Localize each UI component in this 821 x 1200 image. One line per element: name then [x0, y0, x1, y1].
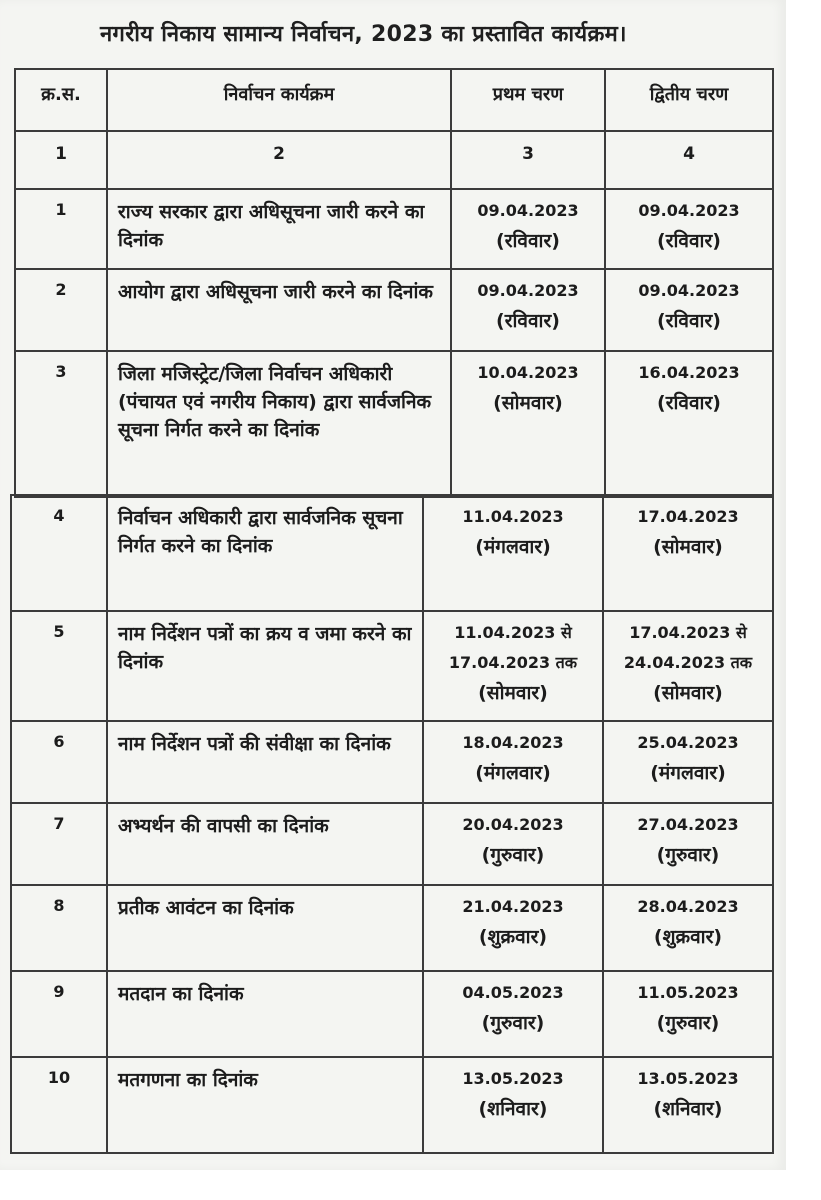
date-text: 17.04.2023	[637, 507, 739, 526]
day-text: (शुक्रवार)	[653, 926, 723, 948]
date-text: 11.04.2023 से	[454, 623, 572, 642]
phase-1-date	[451, 351, 605, 497]
day-text: (मंगलवार)	[650, 762, 726, 784]
date-text: 09.04.2023	[638, 201, 740, 220]
day-text: (मंगलवार)	[475, 762, 551, 784]
column-number: 4	[605, 131, 773, 189]
serial-number: 2	[15, 269, 107, 351]
program-description: निर्वाचन अधिकारी द्वारा सार्वजनिक सूचना निर्गत करने का दिनांक	[107, 495, 423, 611]
day-text: (रविवार)	[657, 230, 721, 252]
table-row	[11, 721, 773, 803]
table-row	[11, 611, 773, 721]
serial-number: 4	[11, 495, 107, 611]
phase-1-date	[451, 269, 605, 351]
phase-2-date	[603, 611, 773, 721]
phase-1-date	[423, 1057, 603, 1153]
table-row	[11, 971, 773, 1057]
serial-number: 3	[15, 351, 107, 497]
phase-2-date	[603, 495, 773, 611]
table-row	[11, 885, 773, 971]
day-text: (सोमवार)	[478, 682, 548, 704]
phase-1-date	[423, 611, 603, 721]
program-description: नाम निर्देशन पत्रों की संवीक्षा का दिनांक	[107, 721, 423, 803]
day-text: (रविवार)	[657, 310, 721, 332]
day-text: (शुक्रवार)	[478, 926, 548, 948]
serial-number: 8	[11, 885, 107, 971]
program-description: नाम निर्देशन पत्रों का क्रय व जमा करने का दिनांक	[107, 611, 423, 721]
serial-number: 1	[15, 189, 107, 269]
day-text: (रविवार)	[496, 310, 560, 332]
phase-1-date	[423, 803, 603, 885]
column-number: 1	[15, 131, 107, 189]
day-text: (रविवार)	[496, 230, 560, 252]
day-text: (मंगलवार)	[475, 536, 551, 558]
day-text: (सोमवार)	[653, 682, 723, 704]
day-text: (गुरुवार)	[481, 1012, 545, 1034]
program-description: आयोग द्वारा अधिसूचना जारी करने का दिनांक	[107, 269, 451, 351]
header-program: निर्वाचन कार्यक्रम	[107, 69, 451, 131]
program-description: प्रतीक आवंटन का दिनांक	[107, 885, 423, 971]
table-row	[15, 351, 773, 497]
table-row	[11, 803, 773, 885]
table-row	[11, 1057, 773, 1153]
table-row	[15, 189, 773, 269]
column-number-row	[15, 131, 773, 189]
date-text: 09.04.2023	[638, 281, 740, 300]
schedule-table-part-1	[14, 68, 774, 498]
header-phase-1: प्रथम चरण	[451, 69, 605, 131]
phase-2-date	[603, 885, 773, 971]
date-text: 20.04.2023	[462, 815, 564, 834]
header-serial: क्र.स.	[15, 69, 107, 131]
date-text: 16.04.2023	[638, 363, 740, 382]
date-text: 10.04.2023	[477, 363, 579, 382]
phase-2-date	[605, 189, 773, 269]
date-text: 13.05.2023	[462, 1069, 564, 1088]
day-text: (शनिवार)	[653, 1098, 723, 1120]
day-text: (गुरुवार)	[656, 1012, 720, 1034]
serial-number: 9	[11, 971, 107, 1057]
phase-1-date	[451, 189, 605, 269]
table-row	[15, 269, 773, 351]
day-text: (गुरुवार)	[481, 844, 545, 866]
serial-number: 7	[11, 803, 107, 885]
program-description: मतदान का दिनांक	[107, 971, 423, 1057]
date-text: 27.04.2023	[637, 815, 739, 834]
column-number: 2	[107, 131, 451, 189]
schedule-table-part-2	[10, 494, 774, 1154]
date-text: 09.04.2023	[477, 281, 579, 300]
day-text: (सोमवार)	[653, 536, 723, 558]
phase-1-date	[423, 885, 603, 971]
date-text: 17.04.2023 से	[629, 623, 747, 642]
date-text: 13.05.2023	[637, 1069, 739, 1088]
date-text: 11.04.2023	[462, 507, 564, 526]
program-description: जिला मजिस्ट्रेट/जिला निर्वाचन अधिकारी (पंचायत एवं नगरीय निकाय) द्वारा सार्वजनिक सूचना निर्गत करने का दिनांक	[107, 351, 451, 497]
phase-2-date	[603, 971, 773, 1057]
date-text: 28.04.2023	[637, 897, 739, 916]
date-text: 25.04.2023	[637, 733, 739, 752]
serial-number: 10	[11, 1057, 107, 1153]
table-header-row	[15, 69, 773, 131]
phase-2-date	[603, 1057, 773, 1153]
day-text: (सोमवार)	[493, 392, 563, 414]
program-description: राज्य सरकार द्वारा अधिसूचना जारी करने का दिनांक	[107, 189, 451, 269]
phase-2-date	[603, 803, 773, 885]
program-description: मतगणना का दिनांक	[107, 1057, 423, 1153]
phase-2-date	[605, 269, 773, 351]
document-title: नगरीय निकाय सामान्य निर्वाचन, 2023 का प्रस्तावित कार्यक्रम।	[100, 22, 627, 47]
date-text-end: 17.04.2023 तक	[448, 653, 578, 672]
header-phase-2: द्वितीय चरण	[605, 69, 773, 131]
phase-1-date	[423, 971, 603, 1057]
date-text: 11.05.2023	[637, 983, 739, 1002]
phase-2-date	[603, 721, 773, 803]
date-text: 09.04.2023	[477, 201, 579, 220]
date-text: 04.05.2023	[462, 983, 564, 1002]
phase-1-date	[423, 495, 603, 611]
column-number: 3	[451, 131, 605, 189]
day-text: (शनिवार)	[478, 1098, 548, 1120]
day-text: (रविवार)	[657, 392, 721, 414]
phase-2-date	[605, 351, 773, 497]
serial-number: 5	[11, 611, 107, 721]
serial-number: 6	[11, 721, 107, 803]
program-description: अभ्यर्थन की वापसी का दिनांक	[107, 803, 423, 885]
table-row	[11, 495, 773, 611]
phase-1-date	[423, 721, 603, 803]
date-text: 18.04.2023	[462, 733, 564, 752]
day-text: (गुरुवार)	[656, 844, 720, 866]
date-text: 21.04.2023	[462, 897, 564, 916]
date-text-end: 24.04.2023 तक	[623, 653, 753, 672]
